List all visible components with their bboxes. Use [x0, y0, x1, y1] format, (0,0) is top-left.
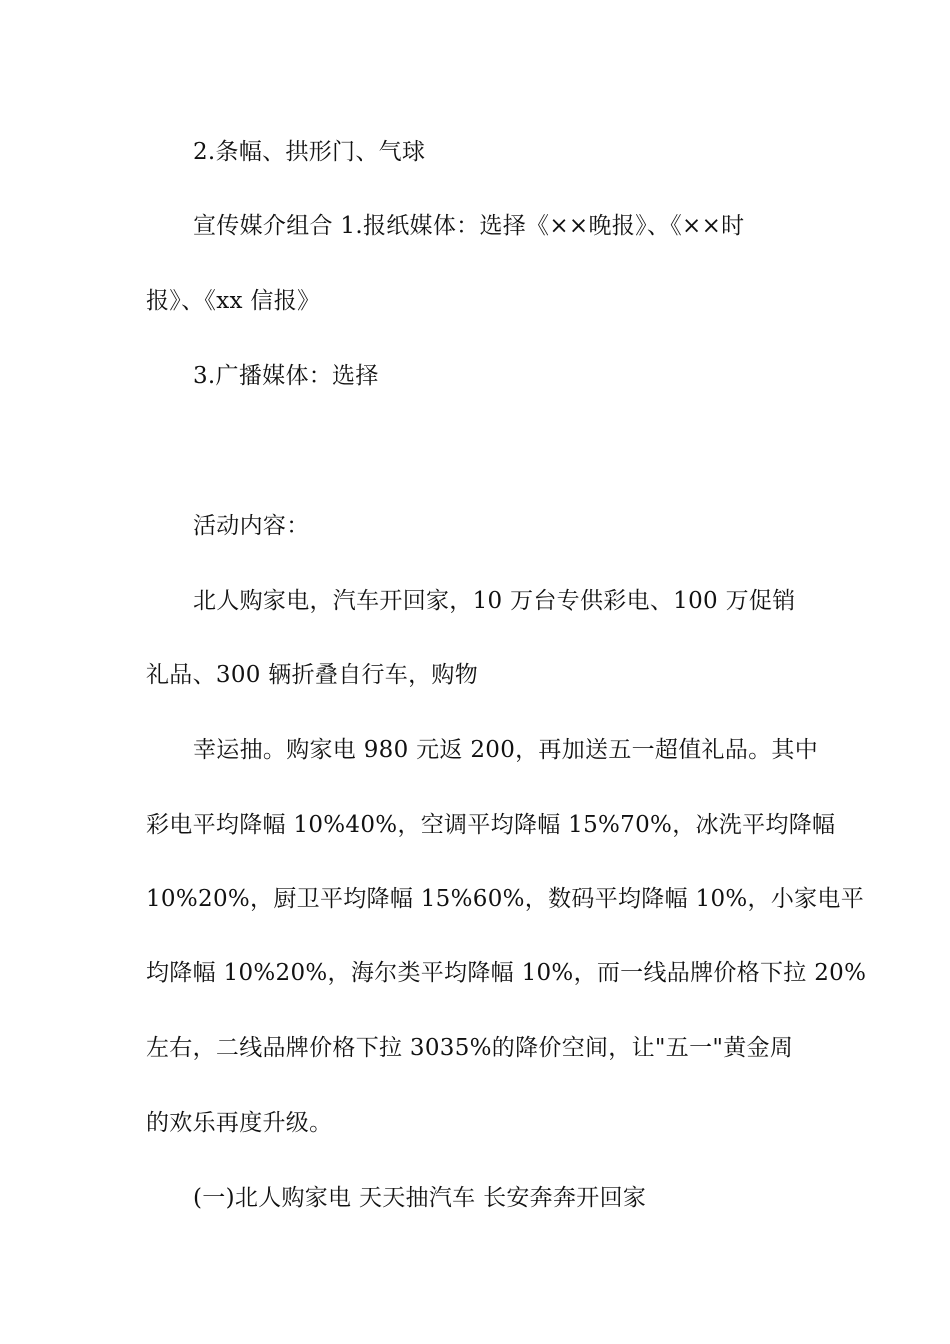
paragraph-discount-line-1: 幸运抽。购家电 980 元返 200，再加送五一超值礼品。其中 — [193, 737, 819, 763]
subsection-heading-1: (一)北人购家电 天天抽汽车 长安奔奔开回家 — [193, 1185, 647, 1211]
paragraph-activity-line-2: 礼品、300 辆折叠自行车，购物 — [146, 662, 479, 688]
paragraph-discount-line-5: 左右，二线品牌价格下拉 3035%的降价空间，让"五一"黄金周 — [146, 1035, 794, 1061]
paragraph-media-combination: 宣传媒介组合 1.报纸媒体：选择《××晚报》、《××时 — [193, 213, 745, 239]
paragraph-activity-line-1: 北人购家电，汽车开回家，10 万台专供彩电、100 万促销 — [193, 588, 796, 614]
list-item-radio-media: 3.广播媒体：选择 — [193, 363, 379, 389]
paragraph-discount-line-2: 彩电平均降幅 10%40%，空调平均降幅 15%70%，冰洗平均降幅 — [146, 812, 836, 838]
paragraph-media-combination-cont: 报》、《xx 信报》 — [146, 288, 321, 314]
paragraph-discount-line-4: 均降幅 10%20%，海尔类平均降幅 10%，而一线品牌价格下拉 20% — [146, 960, 867, 986]
paragraph-discount-line-3: 10%20%，厨卫平均降幅 15%60%，数码平均降幅 10%，小家电平 — [146, 886, 865, 912]
section-heading-activity-content: 活动内容： — [193, 513, 310, 539]
paragraph-discount-line-6: 的欢乐再度升级。 — [146, 1110, 333, 1136]
list-item-banners: 2.条幅、拱形门、气球 — [193, 139, 426, 165]
